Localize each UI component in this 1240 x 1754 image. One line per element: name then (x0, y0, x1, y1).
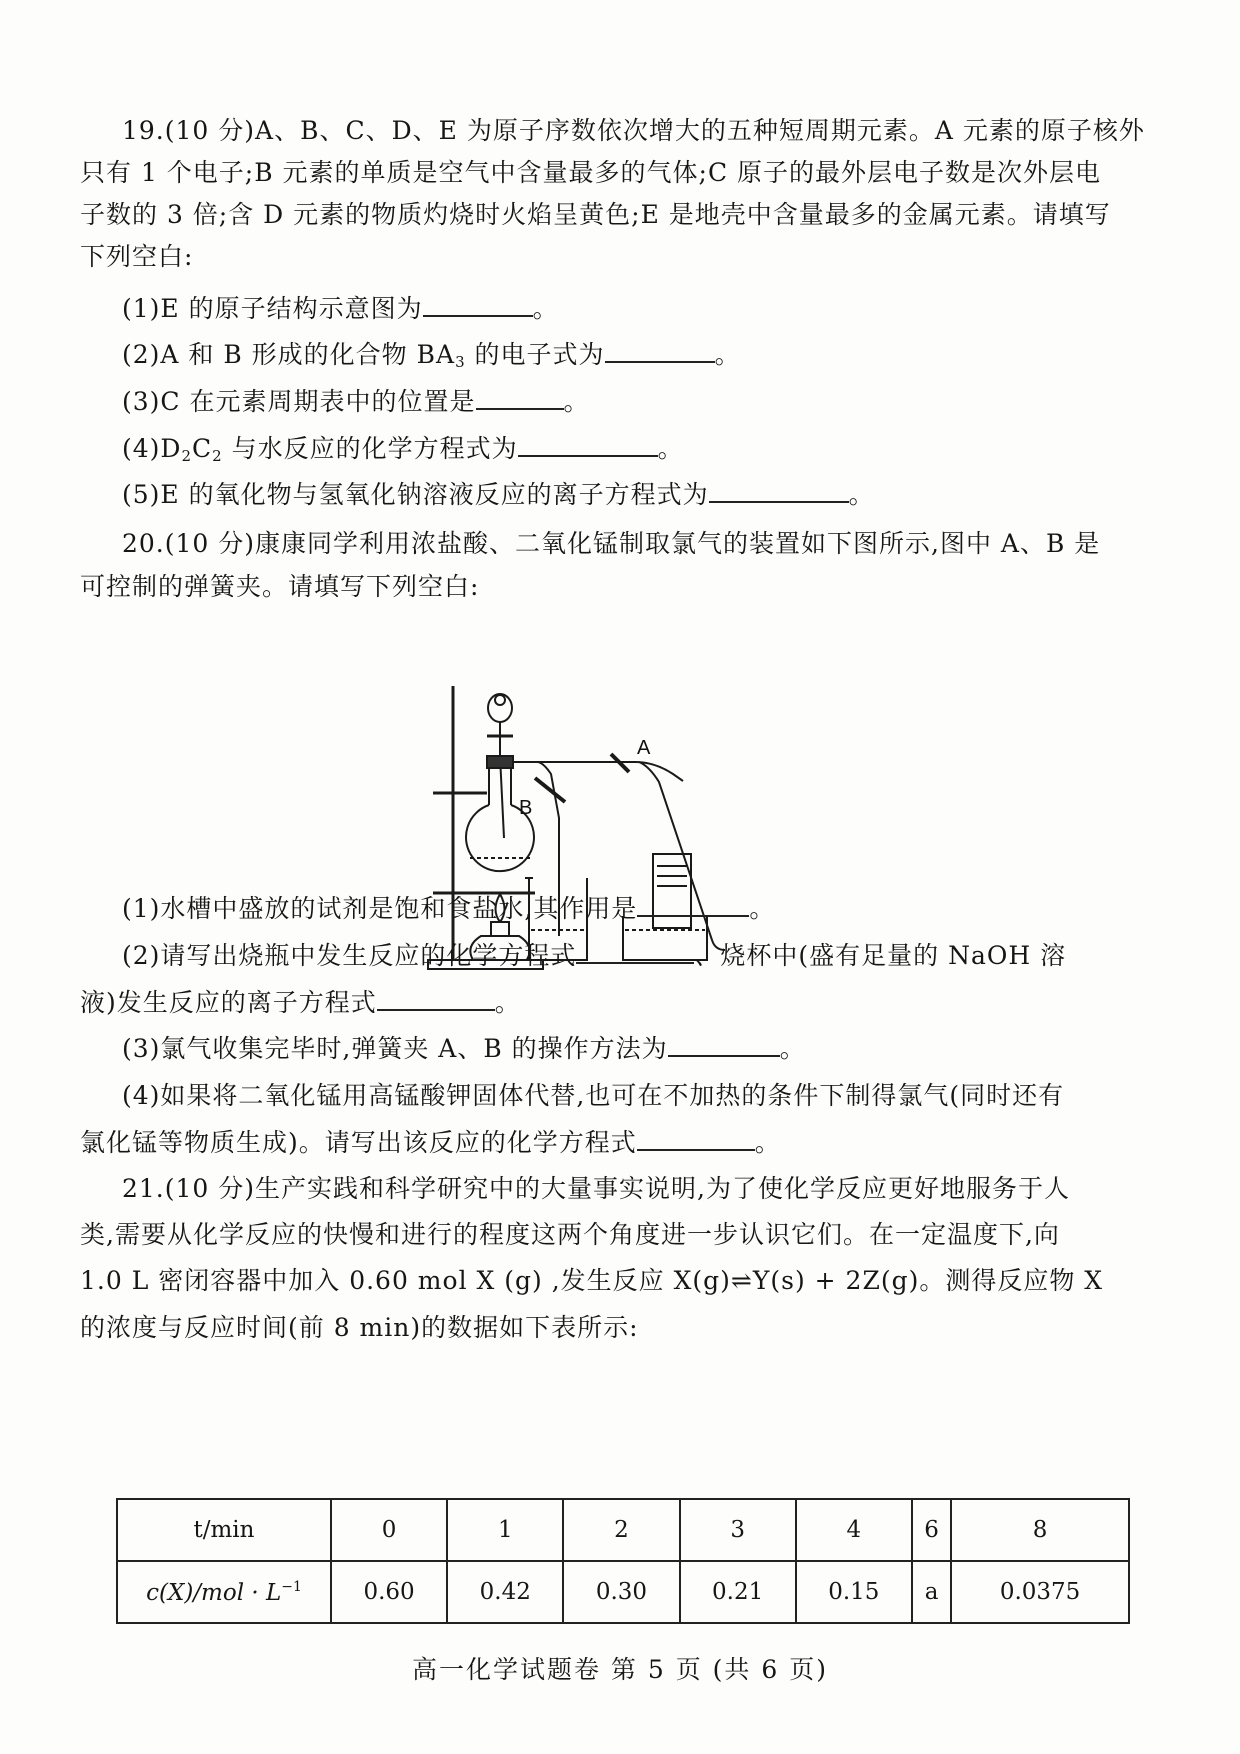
q19-sub-5: (5)E 的氧化物与氢氧化钠溶液反应的离子方程式为 。 (122, 480, 875, 509)
answer-blank[interactable] (637, 1127, 755, 1151)
q20-sub-4: (4)如果将二氧化锰用高锰酸钾固体代替,也可在不加热的条件下制得氯气(同时还有 (122, 1081, 1065, 1110)
table-cell: 0.60 (331, 1561, 447, 1623)
label-a: A (637, 737, 651, 759)
table-cell: 8 (951, 1499, 1129, 1561)
q19-line-3: 子数的 3 倍;含 D 元素的物质灼烧时火焰呈黄色;E 是地壳中含量最多的金属元素。请填写 (80, 200, 1111, 229)
q19-sub-1: (1)E 的原子结构示意图为 。 (122, 294, 559, 323)
q19-line-4: 下列空白: (80, 242, 194, 271)
table-cell: 0.42 (447, 1561, 563, 1623)
table-row (117, 1561, 1129, 1623)
chlorine-apparatus-diagram (425, 678, 815, 973)
table-cell: 0.0375 (951, 1561, 1129, 1623)
table-cell: 1 (447, 1499, 563, 1561)
funnel-stopper (495, 695, 505, 705)
answer-blank[interactable] (709, 479, 849, 503)
table-cell: 2 (563, 1499, 679, 1561)
q20-sub-2-cont: 液)发生反应的离子方程式 。 (80, 988, 521, 1017)
answer-blank[interactable] (576, 940, 694, 964)
table-cell: 0.15 (796, 1561, 912, 1623)
q20-sub-3: (3)氯气收集完毕时,弹簧夹 A、B 的操作方法为 。 (122, 1034, 806, 1063)
clamp-b (535, 778, 565, 802)
table-cell: 0.21 (680, 1561, 796, 1623)
q21-line-1: 21.(10 分)生产实践和科学研究中的大量事实说明,为了使化学反应更好地服务于人 (122, 1174, 1070, 1203)
q19-line-1: 19.(10 分)A、B、C、D、E 为原子序数依次增大的五种短周期元素。A 元素的原子核外 (122, 116, 1145, 145)
answer-blank[interactable] (377, 987, 495, 1011)
q21-line-2: 类,需要从化学反应的快慢和进行的程度这两个角度进一步认识它们。在一定温度下,向 (80, 1220, 1060, 1249)
table-cell: a (912, 1561, 951, 1623)
q20-line-1: 20.(10 分)康康同学利用浓盐酸、二氧化锰制取氯气的装置如下图所示,图中 A、B 是 (122, 529, 1101, 558)
answer-blank[interactable] (637, 893, 749, 917)
q19-sub-4: $(4)D_2C_2$ 与水反应的化学方程式为 。 (122, 434, 684, 465)
q21-line-4: 的浓度与反应时间(前 8 min)的数据如下表所示: (80, 1313, 639, 1342)
answer-blank[interactable] (476, 386, 564, 410)
concentration-table (116, 1498, 1130, 1624)
table-cell: 0 (331, 1499, 447, 1561)
table-cell: 0.30 (563, 1561, 679, 1623)
funnel-bulb (488, 694, 512, 722)
q19-sub-3: (3)C 在元素周期表中的位置是 。 (122, 387, 590, 416)
answer-blank[interactable] (668, 1033, 780, 1057)
q20-sub-1: (1)水槽中盛放的试剂是饱和食盐水,其作用是 。 (122, 894, 776, 923)
q21-line-3: 1.0 L 密闭容器中加入 0.60 mol X (g) ,发生反应 X(g)⇌Y(s) + 2Z(g)。测得反应物 X (80, 1266, 1104, 1295)
table-header-time: t/min (117, 1499, 331, 1561)
answer-blank[interactable] (605, 339, 715, 363)
answer-blank[interactable] (518, 433, 658, 457)
table-row (117, 1499, 1129, 1561)
flask-stopper (487, 756, 513, 768)
page-footer: 高一化学试题卷 第 5 页 (共 6 页) (411, 1655, 828, 1684)
table-cell: 3 (680, 1499, 796, 1561)
label-b: B (519, 797, 533, 819)
table-cell: 6 (912, 1499, 951, 1561)
q20-sub-2: (2)请写出烧瓶中发生反应的化学方程式 、烧杯中(盛有足量的 NaOH 溶 (122, 941, 1067, 970)
table-cell: 4 (796, 1499, 912, 1561)
q20-line-2: 可控制的弹簧夹。请填写下列空白: (80, 572, 480, 601)
q20-sub-4-cont: 氯化锰等物质生成)。请写出该反应的化学方程式 。 (80, 1128, 781, 1157)
q19-sub-2: (2)A 和 B 形成的化合物 $BA_3$ 的电子式为 。 (122, 340, 741, 371)
answer-blank[interactable] (423, 293, 533, 317)
table-header-concentration: $c(X)/mol \cdot L^{-1}$ (117, 1561, 331, 1623)
q19-line-2: 只有 1 个电子;B 元素的单质是空气中含量最多的气体;C 原子的最外层电子数是次外层电 (80, 158, 1102, 187)
